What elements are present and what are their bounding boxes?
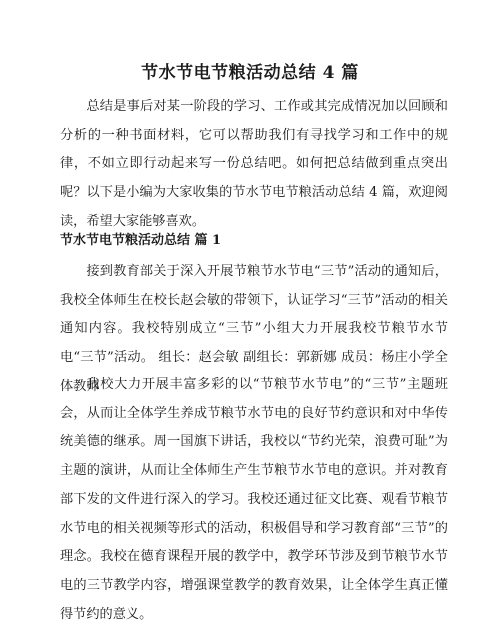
body-paragraph: 接到教育部关于深入开展节粮节水节电“三节”活动的通知后，我校全体师生在校长赵会敏的带领下，认证学习“三节”活动的相关通知内容。我校特别成立“三节”小组大力开展我校节粮节水节电“三节”活动。 组长：赵会敏 副组长：郭新娜 成员：杨庄小学全体教师 <box>60 264 448 394</box>
body-paragraph: 我校大力开展丰富多彩的以“节粮节水节电”的“三节”主题班会，从而让全体学生养成节粮节水节电的良好节约意识和对中华传统美德的继承。周一国旗下讲话，我校以“节约光荣，浪费可耻”为主题的演讲，从而让全体师生产生节粮节水节电的意识。并对教育部下发的文件进行深入的学习。我校还通过征文比赛、观看节粮节水节电的相关视频等形式的活动，积极倡导和学习教育部“三节”的理念。我校在德育课程开展的教学中，教学环节涉及到节粮节水节电的三节教学内容，增强课堂教学的教育效果，让全体学生真正懂得节约的意义。 <box>60 377 448 622</box>
intro-paragraph: 总结是事后对某一阶段的学习、工作或其完成情况加以回顾和分析的一种书面材料，它可以帮助我们有寻找学习和工作中的规律，不如立即行动起来写一份总结吧。如何把总结做到重点突出呢？以下是小编为大家收集的节水节电节粮活动总结 4 篇，欢迎阅读，希望大家能够喜欢。 <box>60 99 448 229</box>
section-heading: 节水节电节粮活动总结 篇 1 <box>60 233 222 248</box>
document-title: 节水节电节粮活动总结 4 篇 <box>141 63 359 83</box>
